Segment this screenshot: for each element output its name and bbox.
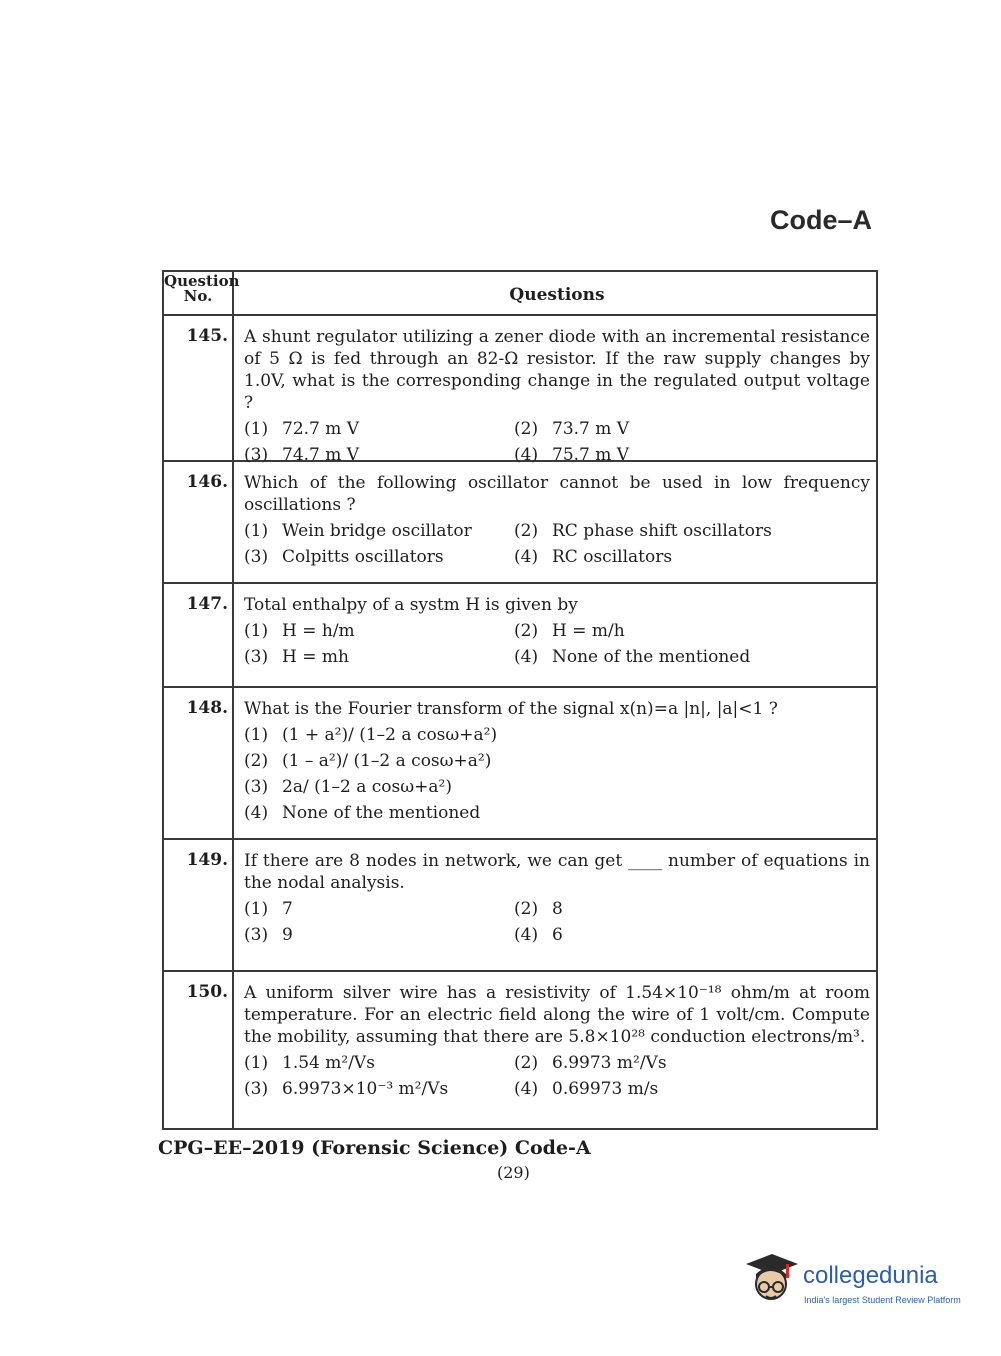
question-row — [164, 688, 876, 840]
question-number: 149. — [164, 840, 234, 970]
option: (2) 73.7 m V — [514, 419, 630, 439]
question-row — [164, 316, 876, 465]
question-body — [234, 972, 876, 1128]
option: (4) None of the mentioned — [514, 647, 751, 667]
footer-exam-code: CPG–EE–2019 (Forensic Science) Code-A — [158, 1137, 591, 1159]
question-number: 145. — [164, 316, 234, 460]
option: (1) 72.7 m V — [244, 419, 360, 439]
options — [244, 898, 870, 946]
question-text: Total enthalpy of a systm H is given by — [244, 595, 578, 615]
option: (3) 9 — [244, 925, 293, 945]
collegedunia-logo[interactable] — [742, 1252, 972, 1312]
option: (3) 6.9973×10⁻³ m²/Vs — [244, 1079, 449, 1099]
page-number: (29) — [497, 1163, 530, 1182]
question-body — [234, 840, 876, 970]
option: (1) (1 + a²)/ (1–2 a cosω+a²) — [244, 725, 498, 745]
question-table — [162, 270, 878, 1130]
options — [244, 520, 870, 568]
brand-name: collegedunia — [803, 1262, 938, 1289]
table-header — [164, 272, 876, 316]
option: (4) RC oscillators — [514, 547, 673, 567]
option: (1) H = h/m — [244, 621, 355, 641]
option: (2) RC phase shift oscillators — [514, 521, 772, 541]
option: (1) 1.54 m²/Vs — [244, 1053, 375, 1073]
header-question-no: Question No. — [164, 272, 234, 314]
page-code: Code–A — [770, 205, 873, 235]
question-body — [234, 584, 876, 686]
question-body — [234, 462, 876, 582]
option: (2) H = m/h — [514, 621, 625, 641]
question-body — [234, 688, 876, 838]
option: (3) 2a/ (1–2 a cosω+a²) — [244, 777, 452, 797]
option: (4) 0.69973 m/s — [514, 1079, 659, 1099]
mascot-icon — [742, 1252, 800, 1308]
question-row — [164, 840, 876, 972]
option: (3) H = mh — [244, 647, 349, 667]
option: (2) 6.9973 m²/Vs — [514, 1053, 667, 1073]
header-questions: Questions — [509, 285, 605, 305]
option: (1) 7 — [244, 899, 293, 919]
options — [244, 418, 870, 466]
options — [244, 620, 870, 668]
question-number: 150. — [164, 972, 234, 1128]
question-number: 147. — [164, 584, 234, 686]
question-row — [164, 584, 876, 688]
question-row — [164, 462, 876, 584]
option: (2) (1 – a²)/ (1–2 a cosω+a²) — [244, 751, 492, 771]
question-row — [164, 972, 876, 1128]
option: (2) 8 — [514, 899, 563, 919]
options — [244, 724, 870, 824]
question-text: If there are 8 nodes in network, we can get ____ number of equations in the nodal analysis. — [244, 851, 870, 893]
option: (4) None of the mentioned — [244, 803, 481, 823]
question-text: A uniform silver wire has a resistivity of 1.54×10⁻¹⁸ ohm/m at room temperature. For an electric field along the wire of 1 volt/cm. Compute the mobility, assuming that there are 5.8×10²⁸ conduction electrons/m³. — [244, 983, 870, 1047]
question-number: 146. — [164, 462, 234, 582]
question-body — [234, 316, 876, 465]
option: (3) Colpitts oscillators — [244, 547, 444, 567]
option: (4) 6 — [514, 925, 563, 945]
question-text: A shunt regulator utilizing a zener diode with an incremental resistance of 5 Ω is fed through an 82-Ω resistor. If the raw supply changes by 1.0V, what is the corresponding change in the regulated output voltage ? — [244, 327, 870, 413]
option: (3) 74.7 m V — [244, 445, 360, 465]
question-text: What is the Fourier transform of the signal x(n)=a |n|, |a|<1 ? — [244, 699, 778, 719]
question-number: 148. — [164, 688, 234, 838]
options — [244, 1052, 870, 1100]
brand-tagline: India's largest Student Review Platform — [804, 1295, 961, 1305]
option: (4) 75.7 m V — [514, 445, 630, 465]
option: (1) Wein bridge oscillator — [244, 521, 472, 541]
question-text: Which of the following oscillator cannot be used in low frequency oscillations ? — [244, 473, 870, 515]
